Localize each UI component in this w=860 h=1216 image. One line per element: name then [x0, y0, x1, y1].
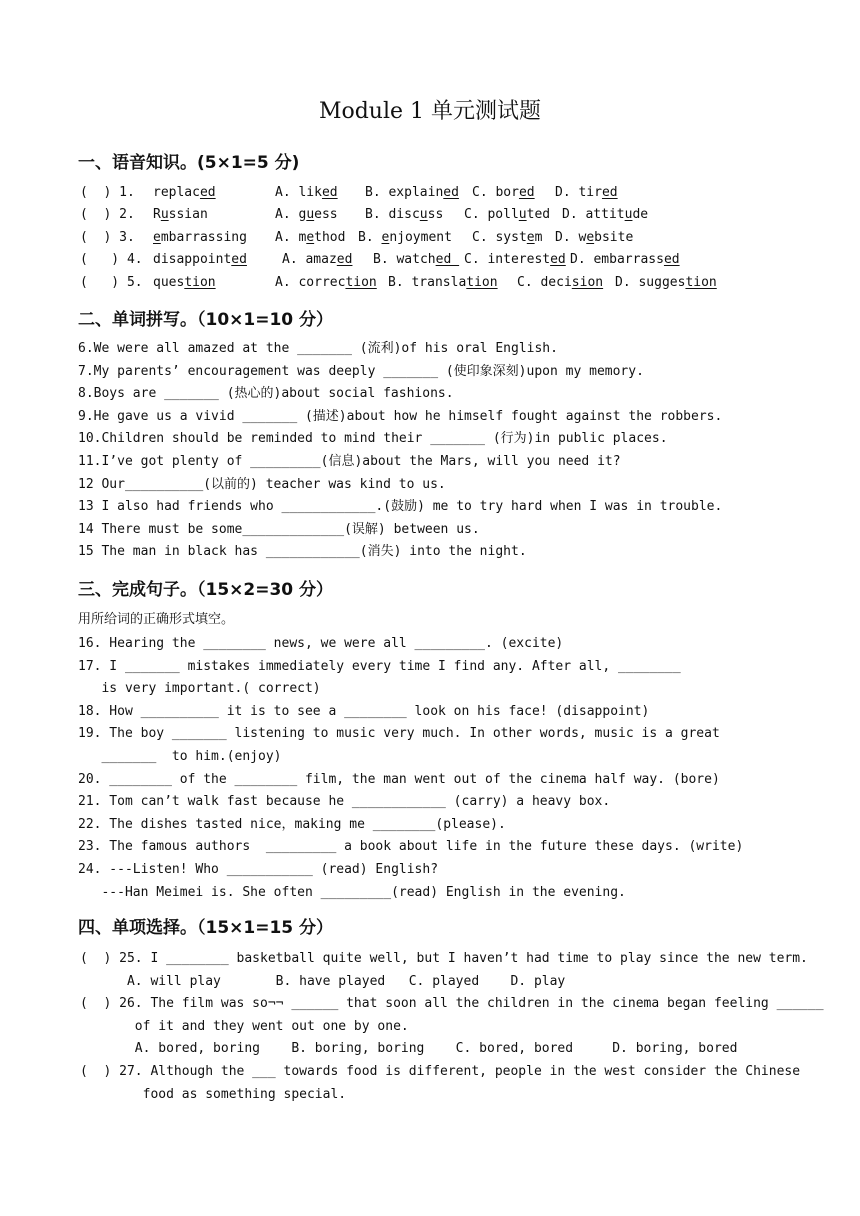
question-number: ( ) 4. — [80, 252, 143, 267]
question-line: 7.My parents’ encouragement was deeply _______ (使印象深刻)upon my memory. — [78, 363, 644, 379]
question-line: 13 I also had friends who ____________.(鼓励) me to try hard when I was in trouble. — [78, 499, 723, 515]
option: B. watched — [373, 252, 460, 267]
option: D. suggestion — [615, 275, 717, 290]
option: A. liked — [275, 185, 338, 200]
option: C. decision — [517, 275, 604, 290]
target-word: question — [153, 275, 216, 290]
question-line: 20. ________ of the ________ film, the man went out of the cinema half way. (bore) — [78, 771, 720, 787]
option: A. method — [275, 230, 346, 245]
question-line: 23. The famous authors _________ a book about life in the future these days. (write) — [78, 839, 744, 855]
section-2-heading: 二、单词拼写。（10×1=10 分） — [78, 310, 334, 330]
question-line: ( ) 27. Although the ___ towards food is different, people in the west consider the Chinese — [80, 1064, 801, 1079]
target-word: embarrassing — [153, 230, 247, 245]
question-line: 10.Children should be reminded to mind their _______ (行为)in public places. — [78, 431, 668, 447]
option: C. interested — [464, 252, 566, 267]
option: A. amazed — [282, 252, 353, 267]
question-line: ( ) 26. The film was so¬¬ ______ that soon all the children in the cinema began feeling ______ — [80, 996, 824, 1012]
question-line: of it and they went out one by one. — [80, 1018, 409, 1034]
target-word: Russian — [153, 207, 208, 222]
option: B. enjoyment — [358, 230, 452, 245]
option: C. polluted — [464, 207, 551, 222]
option: D. tired — [555, 185, 618, 200]
option: C. system — [472, 230, 543, 245]
option: D. attitude — [562, 207, 649, 222]
question-line: is very important.( correct) — [78, 681, 321, 697]
question-number: ( ) 3. — [80, 230, 135, 245]
question-line: A. bored, boring B. boring, boring C. bored, bored D. boring, bored — [80, 1041, 738, 1057]
page-title: Module 1 单元测试题 — [318, 99, 542, 124]
question-line: 19. The boy _______ listening to music very much. In other words, music is a great — [78, 726, 720, 742]
option: B. discuss — [365, 207, 444, 222]
question-line: 12 Our__________(以前的) teacher was kind to us. — [78, 476, 446, 492]
question-line: 11.I’ve got plenty of _________(信息)about the Mars, will you need it? — [78, 454, 621, 469]
section-3-instruction: 用所给词的正确形式填空。 — [78, 612, 235, 627]
question-line: 18. How __________ it is to see a ________ look on his face! (disappoint) — [78, 703, 650, 719]
section-1-heading: 一、语音知识。(5×1=5 分) — [78, 153, 300, 173]
section-3-heading: 三、完成句子。（15×2=30 分） — [78, 580, 334, 600]
question-line: 15 The man in black has ____________(消失) into the night. — [78, 544, 527, 560]
question-line: _______ to him.(enjoy) — [78, 749, 282, 764]
question-line: 8.Boys are _______ (热心的)about social fashions. — [78, 386, 454, 402]
option: D. embarrassed — [570, 252, 680, 267]
question-line: 24. ---Listen! Who ___________ (read) English? — [78, 862, 439, 877]
option: A. correction — [275, 275, 377, 290]
question-line: 14 There must be some_____________(误解) between us. — [78, 521, 480, 537]
question-line: food as something special. — [80, 1086, 347, 1102]
question-line: 21. Tom can’t walk fast because he ____________ (carry) a heavy box. — [78, 794, 611, 810]
target-word: disappointed — [153, 252, 247, 267]
question-line: 17. I _______ mistakes immediately every time I find any. After all, ________ — [78, 658, 681, 674]
target-word: replaced — [153, 185, 216, 200]
option: A. guess — [275, 207, 338, 222]
question-line: 9.He gave us a vivid _______ (描述)about how he himself fought against the robbers. — [78, 408, 723, 424]
question-line: ---Han Meimei is. She often _________(read) English in the evening. — [78, 884, 626, 900]
question-number: ( ) 2. — [80, 207, 135, 222]
option: D. website — [555, 230, 634, 245]
option: B. translation — [388, 275, 498, 290]
question-line: ( ) 25. I ________ basketball quite well, but I haven’t had time to play since the new term. — [80, 951, 808, 966]
question-line: 16. Hearing the ________ news, we were all _________. (excite) — [78, 636, 564, 651]
question-number: ( ) 1. — [80, 185, 135, 200]
question-line: 6.We were all amazed at the _______ (流利)of his oral English. — [78, 341, 558, 356]
question-number: ( ) 5. — [80, 275, 143, 290]
section-4-heading: 四、单项选择。（15×1=15 分） — [78, 918, 334, 938]
option: B. explained — [365, 185, 459, 200]
question-line: 22. The dishes tasted nice，making me ________(please). — [78, 816, 506, 832]
question-line: A. will play B. have played C. played D. play — [80, 973, 566, 989]
option: C. bored — [472, 185, 535, 200]
